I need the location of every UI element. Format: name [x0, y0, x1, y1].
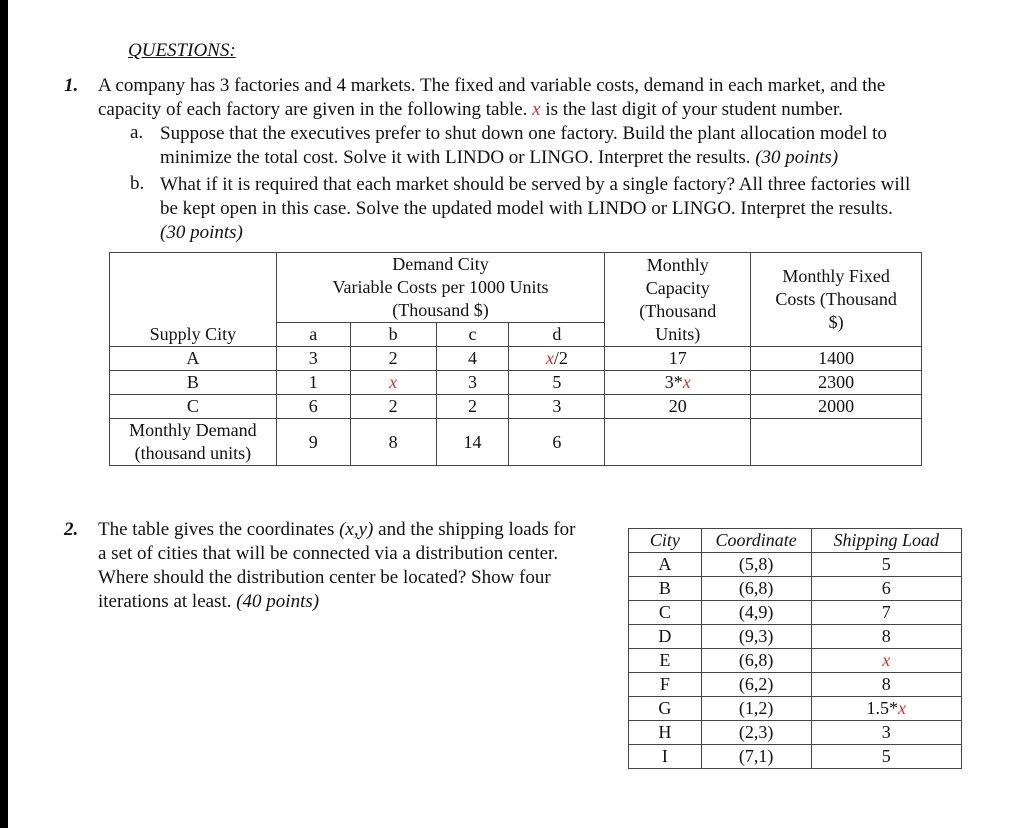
table-row	[110, 371, 922, 395]
city-cell: E	[629, 649, 702, 673]
q1a-line1: Suppose that the executives prefer to shut down one factory. Build the plant allocation model to	[160, 123, 887, 144]
demand-cell: 9	[276, 419, 350, 466]
x-variable: x	[545, 348, 554, 368]
cost-cell	[350, 371, 436, 395]
capacity-header-line2: Capacity	[645, 277, 710, 298]
load-cell	[811, 673, 961, 697]
table-row	[629, 721, 962, 745]
capacity-header-line4: Units)	[655, 323, 701, 344]
city-cell: F	[629, 673, 702, 697]
cost-cell	[509, 347, 605, 371]
city-cell: A	[629, 553, 702, 577]
q2-line4-text: iterations at least.	[98, 591, 232, 612]
monthly-demand-label	[110, 419, 277, 466]
city-header: City	[629, 529, 702, 553]
q1b-label: b.	[130, 173, 145, 194]
q1-intro-line2-pre: capacity of each factory are given in the following table.	[98, 99, 528, 120]
capacity-header-line3: (Thousand	[639, 300, 717, 321]
load-value: 6	[881, 578, 891, 598]
load-value: 3	[881, 722, 891, 742]
load-value: 8	[881, 674, 891, 694]
cost-cell: 2	[436, 395, 509, 419]
col-header-b: b	[350, 323, 436, 347]
cost-cell: 5	[509, 371, 605, 395]
demand-label-line2: (thousand units)	[134, 443, 252, 463]
shipping-load-header: Shipping Load	[811, 529, 961, 553]
question-1b-text	[160, 173, 970, 245]
cost-capacity-table	[109, 252, 922, 466]
demand-header-line1: Demand City	[392, 254, 489, 274]
city-cell: C	[629, 601, 702, 625]
capacity-multiplier: 3*	[664, 372, 683, 392]
city-cell: I	[629, 745, 702, 769]
empty-corner-cell	[110, 253, 277, 323]
q2-line1-pre: The table gives the coordinates	[98, 519, 335, 540]
monthly-fixed-cost-header	[751, 253, 922, 347]
x-variable: x	[898, 698, 907, 718]
table-row	[110, 347, 922, 371]
table-row	[629, 673, 962, 697]
load-value: 7	[881, 602, 891, 622]
demand-city-header	[276, 253, 604, 323]
coordinate-cell: (2,3)	[701, 721, 811, 745]
q1b-line1: What if it is required that each market should be served by a single factory? All three factories will	[160, 174, 911, 195]
capacity-cell: 20	[605, 395, 751, 419]
coordinate-cell: (6,8)	[701, 649, 811, 673]
city-cell: D	[629, 625, 702, 649]
x-variable: x	[532, 99, 541, 120]
q2-line1-post: and the shipping loads for	[378, 519, 576, 540]
x-variable: x	[682, 372, 691, 392]
supply-city-cell: C	[110, 395, 277, 419]
supply-city-cell: B	[110, 371, 277, 395]
load-cell	[811, 745, 961, 769]
coordinate-cell: (9,3)	[701, 625, 811, 649]
coordinate-header: Coordinate	[701, 529, 811, 553]
table-row	[629, 649, 962, 673]
coordinate-cell: (6,8)	[701, 577, 811, 601]
q2-line1	[98, 518, 613, 542]
cost-cell-suffix: /2	[553, 348, 568, 368]
q1a-line2	[160, 146, 960, 170]
supply-city-label: Supply City	[110, 323, 277, 347]
demand-label-line1: Monthly Demand	[129, 420, 257, 440]
q2-coord-notation: (x,y)	[339, 519, 374, 540]
q2-line3: Where should the distribution center be located? Show four	[98, 567, 551, 588]
table-row	[629, 577, 962, 601]
monthly-capacity-header	[605, 253, 751, 347]
empty-cell	[751, 419, 922, 466]
q1-intro-line2	[98, 98, 968, 122]
load-cell	[811, 721, 961, 745]
q1a-label: a.	[130, 122, 144, 143]
demand-cell: 14	[436, 419, 509, 466]
q1-intro-line1: A company has 3 factories and 4 markets. The fixed and variable costs, demand in each market, and the	[98, 75, 886, 96]
q1a-line2-text: minimize the total cost. Solve it with LINDO or LINGO. Interpret the results.	[160, 147, 751, 168]
col-header-c: c	[436, 323, 509, 347]
fixed-cost-cell: 2000	[751, 395, 922, 419]
table-row	[629, 601, 962, 625]
cost-cell: 2	[350, 395, 436, 419]
q2-line4	[98, 590, 613, 614]
demand-cell: 6	[509, 419, 605, 466]
q2-line2: a set of cities that will be connected via a distribution center.	[98, 543, 559, 564]
load-cell	[811, 553, 961, 577]
coordinate-cell: (4,9)	[701, 601, 811, 625]
city-cell: G	[629, 697, 702, 721]
x-variable: x	[882, 650, 891, 670]
cost-cell: 1	[276, 371, 350, 395]
load-value: 5	[881, 554, 891, 574]
load-value: 8	[881, 626, 891, 646]
cost-cell: 3	[509, 395, 605, 419]
load-value: 5	[881, 746, 891, 766]
load-cell	[811, 601, 961, 625]
table-row	[110, 395, 922, 419]
cost-cell: 2	[350, 347, 436, 371]
table-row	[629, 625, 962, 649]
fixed-header-line3: $)	[828, 312, 844, 332]
cost-cell: 3	[276, 347, 350, 371]
fixed-header-line1: Monthly Fixed	[782, 266, 890, 286]
city-cell: H	[629, 721, 702, 745]
demand-cell: 8	[350, 419, 436, 466]
load-cell	[811, 649, 961, 673]
q1a-points: (30 points)	[755, 147, 839, 168]
table-row	[629, 697, 962, 721]
table-row	[110, 419, 922, 466]
question-2-text	[98, 518, 613, 614]
cost-cell: 6	[276, 395, 350, 419]
empty-cell	[605, 419, 751, 466]
x-variable: x	[389, 372, 398, 392]
question-1a-text	[160, 122, 960, 170]
cost-cell: 4	[436, 347, 509, 371]
demand-header-line2: Variable Costs per 1000 Units	[332, 277, 549, 297]
load-cell	[811, 625, 961, 649]
q2-points: (40 points)	[236, 591, 320, 612]
fixed-header-line2: Costs (Thousand	[775, 289, 897, 309]
coordinate-cell: (7,1)	[701, 745, 811, 769]
question-1-intro	[98, 74, 968, 122]
capacity-cell	[605, 371, 751, 395]
fixed-cost-cell: 1400	[751, 347, 922, 371]
supply-city-cell: A	[110, 347, 277, 371]
col-header-a: a	[276, 323, 350, 347]
coordinate-cell: (6,2)	[701, 673, 811, 697]
capacity-header-line1: Monthly	[646, 254, 709, 275]
q1-intro-line2-post: is the last digit of your student number.	[545, 99, 843, 120]
load-cell	[811, 577, 961, 601]
question-1-number: 1.	[64, 75, 79, 96]
question-2-number: 2.	[64, 519, 79, 540]
capacity-cell: 17	[605, 347, 751, 371]
q1b-points: (30 points)	[160, 222, 243, 243]
load-cell	[811, 697, 961, 721]
cost-cell: 3	[436, 371, 509, 395]
city-cell: B	[629, 577, 702, 601]
load-value: 1.5*	[866, 698, 899, 718]
page-left-edge	[0, 0, 8, 828]
demand-header-line3: (Thousand $)	[392, 300, 489, 320]
coordinate-cell: (5,8)	[701, 553, 811, 577]
city-coordinates-table	[628, 528, 962, 769]
coordinate-cell: (1,2)	[701, 697, 811, 721]
fixed-cost-cell: 2300	[751, 371, 922, 395]
table-row	[629, 745, 962, 769]
q1b-line2: be kept open in this case. Solve the updated model with LINDO or LINGO. Interpret the results.	[160, 198, 893, 219]
col-header-d: d	[509, 323, 605, 347]
table-row	[629, 553, 962, 577]
page-heading: QUESTIONS:	[128, 40, 236, 61]
